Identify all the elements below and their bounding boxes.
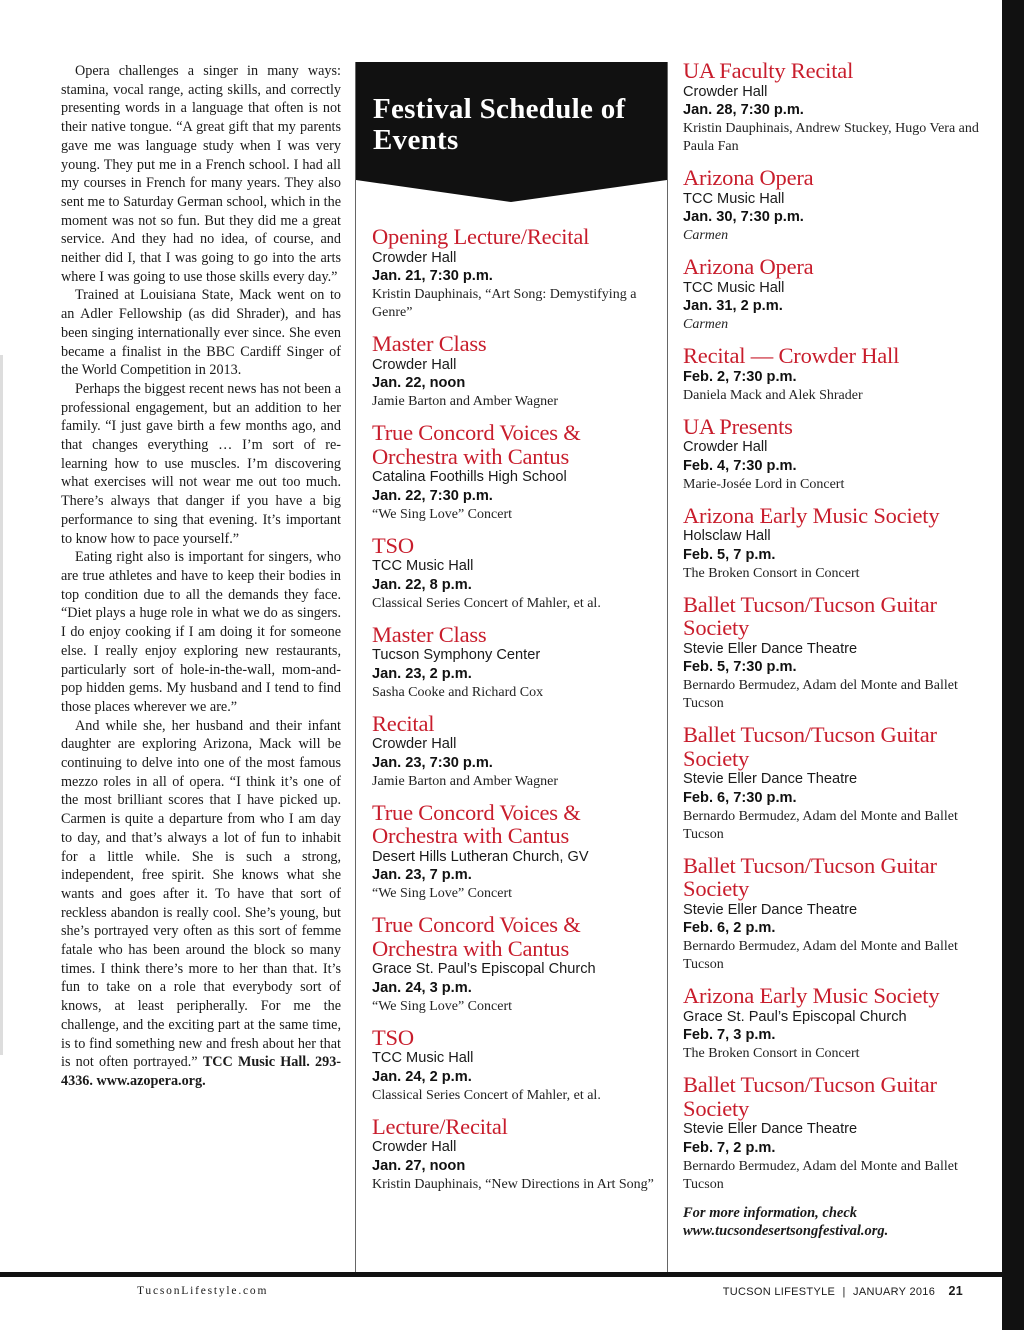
event-time: Jan. 22, 7:30 p.m.: [372, 487, 493, 504]
event-title: Arizona Early Music Society: [683, 983, 940, 1008]
article-paragraph-5: [61, 717, 341, 1091]
event-time: Feb. 5, 7:30 p.m.: [683, 659, 797, 675]
event-description: The Broken Consort in Concert: [683, 1046, 860, 1061]
event-title: UA Presents: [683, 413, 793, 439]
event-title: Master Class: [372, 621, 487, 647]
event-entry: [683, 504, 983, 583]
schedule-heading: Festival Schedule of Events: [373, 93, 626, 156]
event-description: Carmen: [683, 317, 729, 332]
event-description: “We Sing Love” Concert: [372, 998, 512, 1014]
event-entry: [683, 166, 983, 245]
event-venue: TCC Music Hall: [683, 190, 785, 207]
footer-issue: JANUARY 2016: [853, 1286, 936, 1298]
event-time: Feb. 2, 7:30 p.m.: [683, 368, 797, 385]
schedule-column-3-events: [683, 59, 983, 1194]
event-entry: [372, 801, 657, 904]
event-description: Bernardo Bermudez, Adam del Monte and Ballet Tucson: [683, 808, 958, 842]
event-title: TSO: [372, 532, 414, 558]
left-edge-shadow: [0, 355, 3, 1055]
event-entry: [372, 225, 657, 322]
event-description: Marie-Josée Lord in Concert: [683, 476, 845, 492]
event-title: Ballet Tucson/Tucson Guitar Society: [683, 722, 937, 771]
event-description: Classical Series Concert of Mahler, et al.: [372, 595, 601, 611]
event-venue: Holsclaw Hall: [683, 528, 771, 544]
event-venue: Tucson Symphony Center: [372, 647, 541, 663]
article-paragraph-3: Perhaps the biggest recent news has not been a professional engagement, but an addition to her family. “I just gave birth a few months ago, and that changes everything … I’m sort of re-learning how to use muscles. I’m discovering what exercises will not wear me out too much. There’s always that danger if you have a big performance to sing that evening. It’s important to know how to pace yourself.”: [61, 380, 341, 547]
event-title: Recital — Crowder Hall: [683, 343, 900, 368]
more-info-line-1: For more information, check: [683, 1204, 858, 1221]
more-info-note: [683, 1204, 983, 1241]
article-paragraph-1: Opera challenges a singer in many ways: stamina, vocal range, acting skills, and correctly presenting words in a language that often is not their native tongue. “A great gift that my parents gave me was language study when I was very young. They put me in a French school. I had all my courses in French for many years. They also sent me to Saturday German school, which in the moment was not so fun. But they did me a great service. And they had no idea, of course, and neither did I, that I was going to go into the arts where I was going to use those skills every day.”: [61, 63, 341, 285]
event-entry: [683, 415, 983, 494]
column-divider-2: [667, 62, 668, 1272]
event-time: Jan. 31, 2 p.m.: [683, 298, 783, 314]
event-venue: Crowder Hall: [372, 249, 457, 266]
event-description: Sasha Cooke and Richard Cox: [372, 684, 544, 700]
event-title: True Concord Voices & Orchestra with Cantus: [372, 799, 581, 848]
event-venue: Crowder Hall: [372, 736, 457, 752]
event-venue: Grace St. Paul’s Episcopal Church: [372, 961, 596, 977]
event-title: Opening Lecture/Recital: [372, 224, 590, 249]
event-title: Lecture/Recital: [372, 1113, 508, 1139]
event-description: Daniela Mack and Alek Shrader: [683, 387, 863, 403]
event-time: Jan. 24, 2 p.m.: [372, 1068, 472, 1085]
event-venue: Stevie Eller Dance Theatre: [683, 771, 858, 787]
event-venue: TCC Music Hall: [372, 558, 474, 574]
article-closing-info: TCC Music Hall. 293-4336. www.azopera.org.: [61, 1054, 342, 1089]
event-title: Ballet Tucson/Tucson Guitar Society: [683, 852, 937, 901]
event-entry: [372, 421, 657, 524]
event-venue: TCC Music Hall: [683, 279, 785, 296]
event-title: Arizona Opera: [683, 254, 814, 279]
event-description: Kristin Dauphinais, Andrew Stuckey, Hugo Vera and Paula Fan: [683, 121, 979, 154]
schedule-heading-block: [356, 62, 667, 180]
more-info-link[interactable]: www.tucsondesertsongfestival.org.: [683, 1223, 889, 1239]
event-description: Bernardo Bermudez, Adam del Monte and Ballet Tucson: [683, 1158, 958, 1192]
event-title: Arizona Opera: [683, 165, 814, 190]
event-time: Feb. 7, 3 p.m.: [683, 1027, 776, 1043]
event-description: The Broken Consort in Concert: [683, 565, 860, 581]
event-title: True Concord Voices & Orchestra with Cantus: [372, 420, 581, 469]
event-title: Recital: [372, 710, 435, 736]
event-entry: [372, 1026, 657, 1105]
event-venue: Stevie Eller Dance Theatre: [683, 640, 858, 657]
event-entry: [683, 723, 983, 844]
event-entry: [683, 1073, 983, 1194]
event-time: Jan. 22, noon: [372, 375, 466, 391]
footer-rule: [0, 1272, 1002, 1277]
article-column: [61, 62, 341, 1091]
event-time: Feb. 5, 7 p.m.: [683, 546, 776, 563]
event-title: UA Faculty Recital: [683, 58, 854, 83]
event-entry: [372, 332, 657, 411]
footer-site: TucsonLifestyle.com: [137, 1285, 269, 1297]
event-entry: [683, 344, 983, 405]
event-venue: Stevie Eller Dance Theatre: [683, 1121, 858, 1137]
event-time: Jan. 27, noon: [372, 1157, 466, 1174]
event-description: Bernardo Bermudez, Adam del Monte and Ballet Tucson: [683, 939, 958, 972]
event-venue: Crowder Hall: [683, 439, 768, 455]
event-title: Master Class: [372, 331, 487, 356]
footer-folio: [723, 1284, 963, 1298]
event-entry: [683, 854, 983, 975]
event-entry: [372, 712, 657, 791]
event-entry: [683, 255, 983, 334]
article-paragraph-2: Trained at Louisiana State, Mack went on to an Adler Fellowship (as did Shrader), and has been singing internationally ever since. She even became a finalist in the BBC Cardiff Singer of the World Competition in 2013.: [61, 287, 341, 379]
event-description: Jamie Barton and Amber Wagner: [372, 773, 559, 789]
schedule-column-2: [372, 225, 657, 1204]
event-time: Jan. 21, 7:30 p.m.: [372, 268, 493, 284]
event-time: Feb. 4, 7:30 p.m.: [683, 457, 797, 474]
event-time: Feb. 6, 2 p.m.: [683, 920, 776, 936]
event-description: Classical Series Concert of Mahler, et al.: [372, 1087, 601, 1103]
event-title: Arizona Early Music Society: [683, 502, 940, 528]
event-venue: Desert Hills Lutheran Church, GV: [372, 848, 589, 865]
event-time: Jan. 24, 3 p.m.: [372, 979, 472, 996]
event-time: Feb. 7, 2 p.m.: [683, 1139, 776, 1156]
column-divider-1: [355, 62, 356, 1272]
event-venue: Crowder Hall: [683, 83, 768, 100]
event-time: Jan. 22, 8 p.m.: [372, 576, 472, 593]
right-edge-bar: [1002, 0, 1024, 1330]
event-entry: [372, 623, 657, 702]
event-time: Jan. 23, 7 p.m.: [372, 867, 472, 883]
event-entry: [372, 534, 657, 613]
event-title: Ballet Tucson/Tucson Guitar Society: [683, 1072, 937, 1121]
event-time: Jan. 28, 7:30 p.m.: [683, 102, 804, 118]
event-venue: Crowder Hall: [372, 356, 457, 373]
event-description: Bernardo Bermudez, Adam del Monte and Ballet Tucson: [683, 678, 958, 711]
footer-magazine: TUCSON LIFESTYLE: [722, 1286, 836, 1298]
event-description: “We Sing Love” Concert: [372, 886, 512, 901]
event-entry: [683, 593, 983, 714]
event-title: Ballet Tucson/Tucson Guitar Society: [683, 591, 937, 640]
event-title: True Concord Voices & Orchestra with Cantus: [372, 912, 581, 961]
event-description: Kristin Dauphinais, “New Directions in Art Song”: [372, 1176, 654, 1192]
event-time: Feb. 6, 7:30 p.m.: [683, 789, 797, 806]
article-paragraph-4: Eating right also is important for singers, who are true athletes and have to keep their bodies in top condition due to all the demands they face. “Diet plays a huge role in what we do as singers. I do enjoy cooking if I am doing it for someone else. I really enjoy exploring new restaurants, particularly sort of hole-in-the-wall, mom-and-pop hidden gems. My husband and I tend to find those places wherever we are.”: [61, 549, 341, 715]
event-time: Jan. 30, 7:30 p.m.: [683, 209, 804, 225]
event-venue: Catalina Foothills High School: [372, 469, 567, 485]
schedule-column-3: [683, 59, 983, 1241]
footer-separator: |: [842, 1286, 846, 1298]
event-description: Carmen: [683, 228, 729, 243]
event-venue: Crowder Hall: [372, 1139, 457, 1155]
event-entry: [683, 984, 983, 1063]
event-venue: Grace St. Paul’s Episcopal Church: [683, 1008, 907, 1025]
page-number: 21: [948, 1284, 963, 1298]
event-entry: [683, 59, 983, 156]
event-venue: TCC Music Hall: [372, 1050, 474, 1066]
event-description: “We Sing Love” Concert: [372, 506, 512, 522]
event-venue: Stevie Eller Dance Theatre: [683, 901, 858, 918]
event-time: Jan. 23, 7:30 p.m.: [372, 754, 493, 771]
article-paragraph-5-text: And while she, her husband and their infant daughter are exploring Arizona, Mack will be continuing to delve into one of the most famous mezzo roles in all of opera. “I think it’s one of the most brilliant scores that I have picked up. Carmen is quite a departure from who I am day to day, and that’s always a lot of fun to inhabit for a little while. She is such a strong, independent, free spirit. She knows what she wants and goes after it. To have that sort of reckless abandon is really cool. She’s young, but she’s portrayed very often as this sort of femme fatale who has been around the block so many times. I think there’s more to her than that. It’s fun to take on a role that everybody sort of knows, at least peripherally. For me the challenge, and the exciting part at the same time, is to find something new and fresh about her that is not often portrayed.”: [61, 717, 341, 1071]
event-description: Jamie Barton and Amber Wagner: [372, 394, 559, 409]
event-entry: [372, 913, 657, 1016]
event-description: Kristin Dauphinais, “Art Song: Demystifying a Genre”: [372, 287, 637, 320]
event-time: Jan. 23, 2 p.m.: [372, 665, 472, 682]
event-entry: [372, 1115, 657, 1194]
heading-pointer: [356, 180, 667, 202]
event-title: TSO: [372, 1024, 414, 1050]
